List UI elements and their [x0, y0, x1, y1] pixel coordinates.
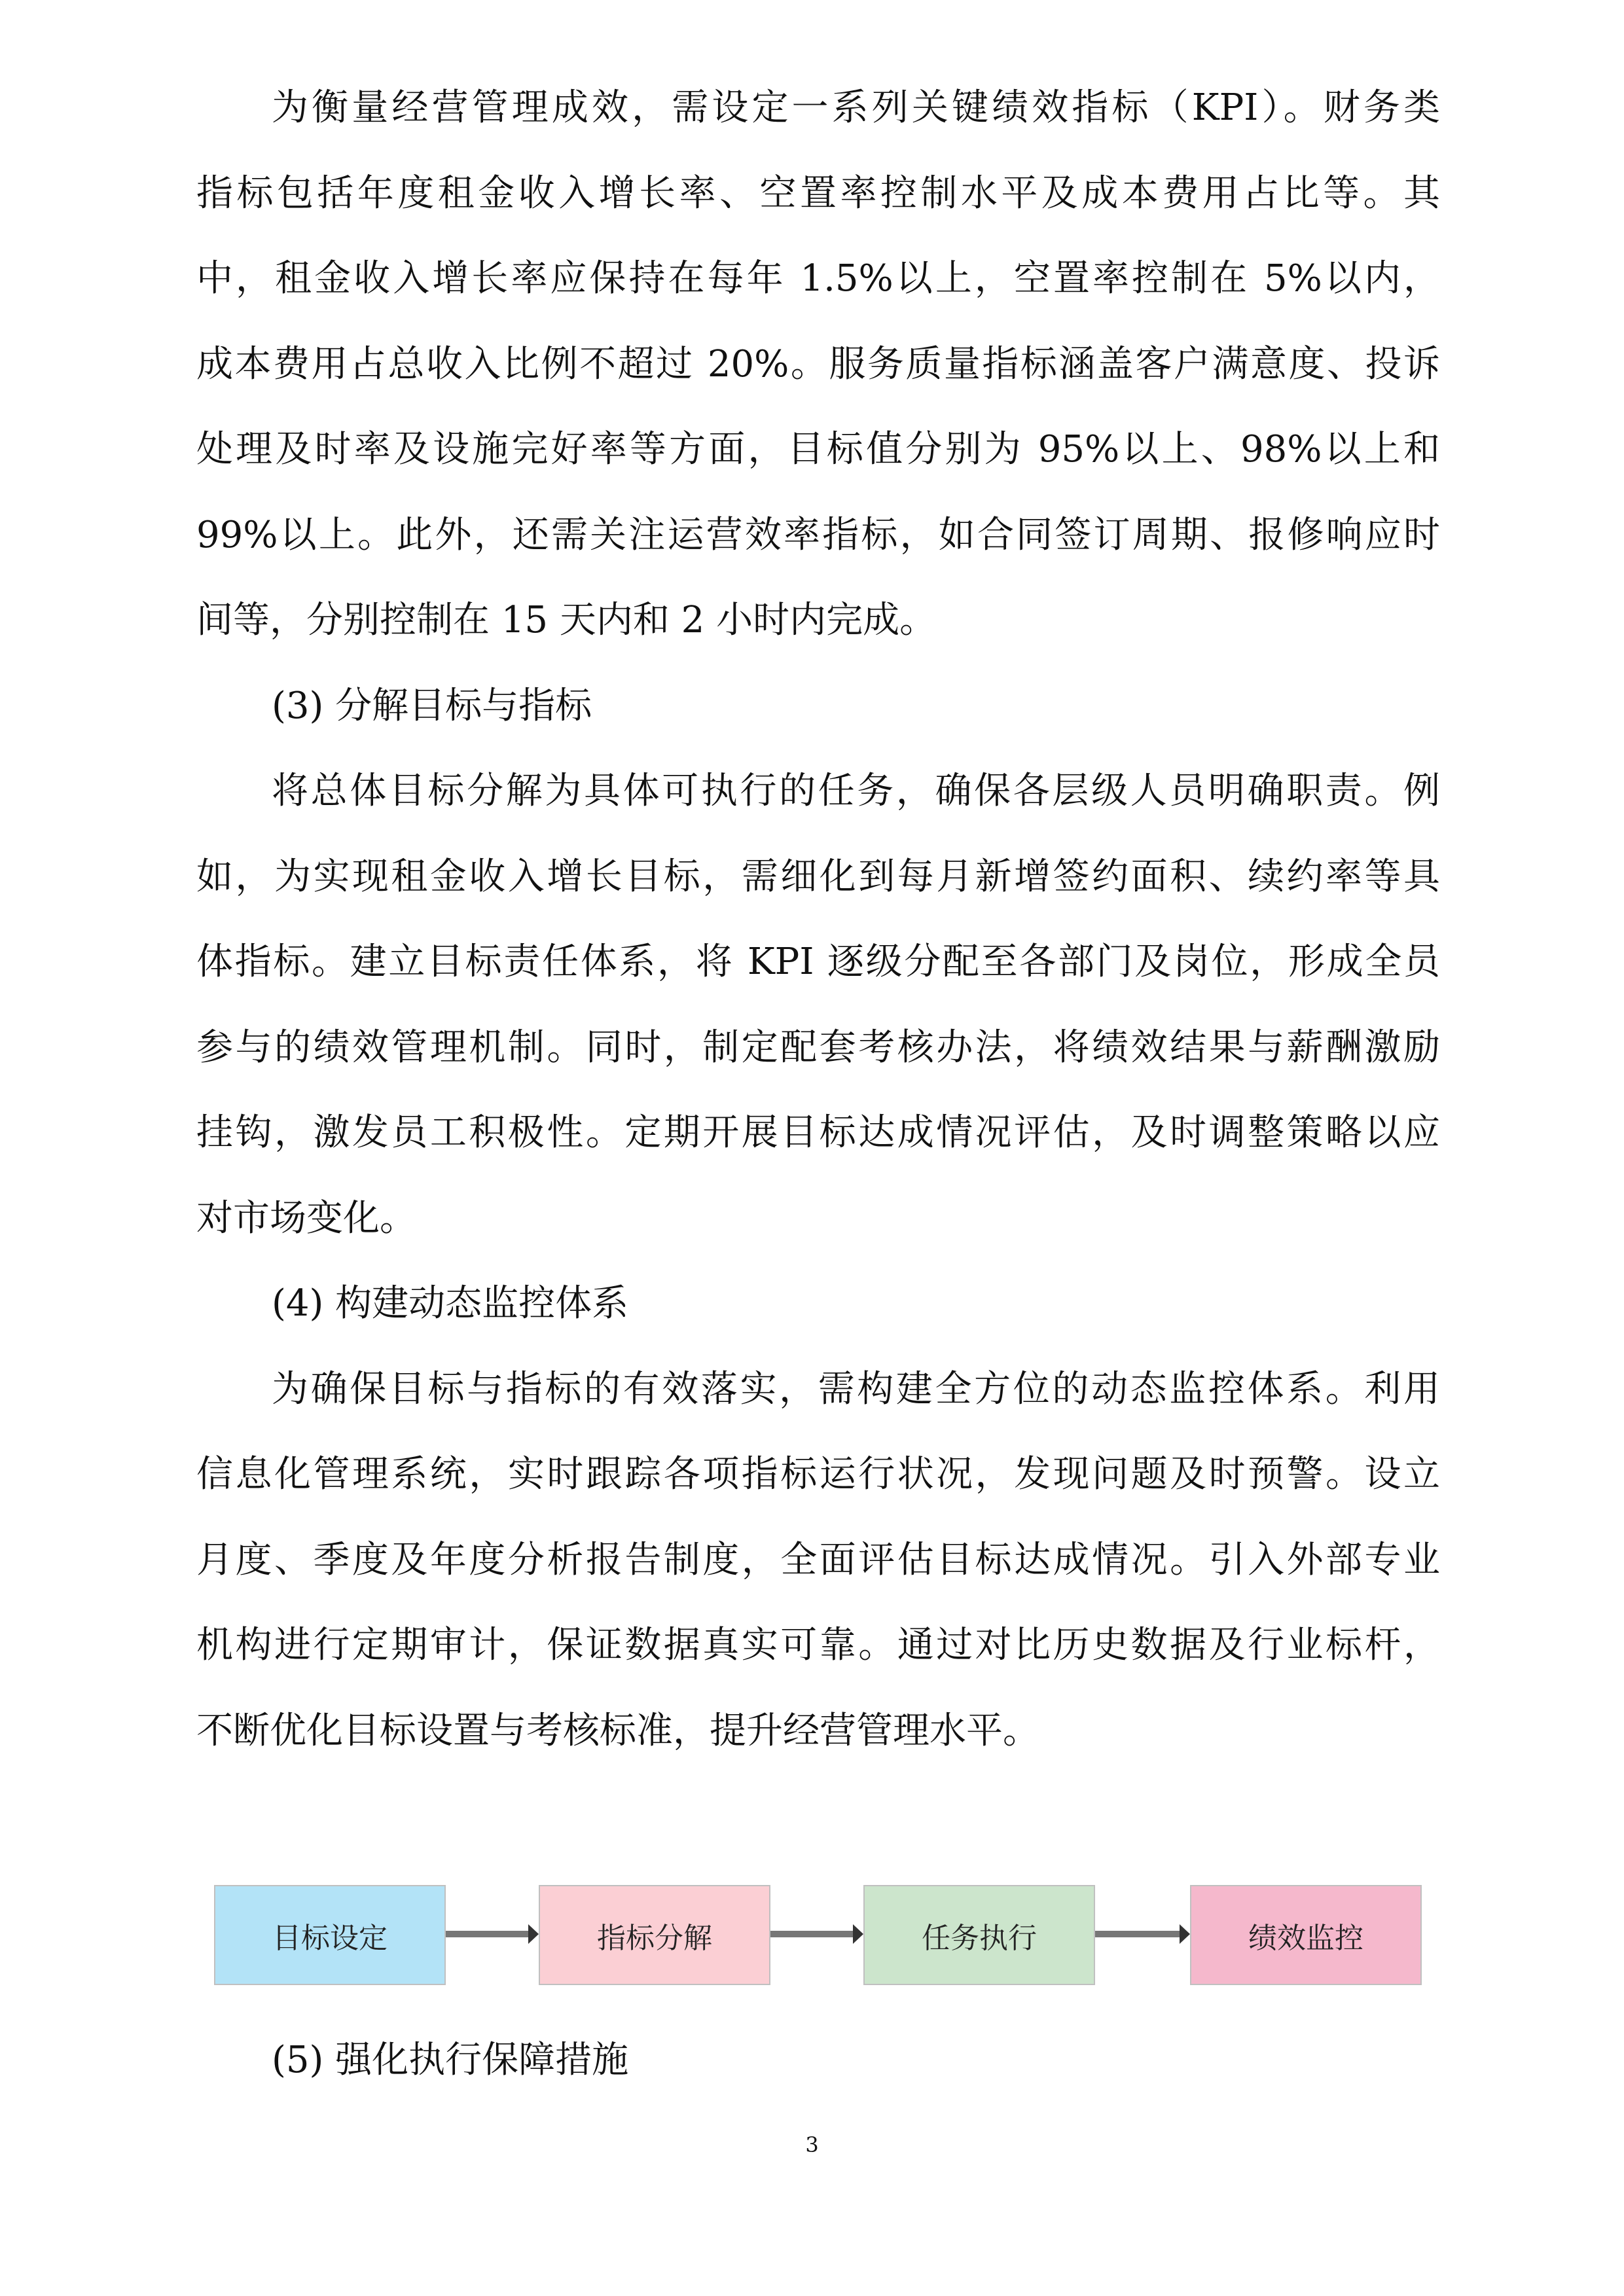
- text-line: 中，租金收入增长率应保持在每年 1.5%以上，空置率控制在 5%以内，: [196, 257, 1440, 300]
- flow-step-task-execution: 任务执行: [863, 1885, 1095, 1985]
- text-line: 信息化管理系统，实时跟踪各项指标运行状况，发现问题及时预警。设立: [196, 1453, 1440, 1496]
- flow-step-goal-setting: 目标设定: [214, 1885, 446, 1985]
- text-line: 体指标。建立目标责任体系，将 KPI 逐级分配至各部门及岗位，形成全员: [196, 941, 1440, 983]
- page-number: 3: [805, 2132, 819, 2157]
- arrow-icon: [446, 1931, 530, 1937]
- text-line: 为确保目标与指标的有效落实，需构建全方位的动态监控体系。利用: [272, 1367, 1440, 1410]
- section-heading-3: (3) 分解目标与指标: [272, 684, 592, 727]
- text-line: 成本费用占总收入比例不超过 20%。服务质量指标涵盖客户满意度、投诉: [196, 342, 1440, 386]
- text-line: 参与的绩效管理机制。同时，制定配套考核办法，将绩效结果与薪酬激励: [196, 1026, 1440, 1069]
- text-line: 为衡量经营管理成效，需设定一系列关键绩效指标（KPI）。财务类: [272, 86, 1440, 129]
- text-line: 机构进行定期审计，保证数据真实可靠。通过对比历史数据及行业标杆，: [196, 1624, 1440, 1666]
- arrow-icon: [1095, 1931, 1181, 1937]
- text-line: 月度、季度及年度分析报告制度，全面评估目标达成情况。引入外部专业: [196, 1538, 1440, 1581]
- body-text: [196, 65, 1440, 1774]
- flow-step-performance-monitoring: 绩效监控: [1190, 1885, 1422, 1985]
- text-line: 处理及时率及设施完好率等方面，目标值分别为 95%以上、98%以上和: [196, 428, 1440, 471]
- process-flow-diagram: [214, 1885, 1422, 1985]
- text-line: 将总体目标分解为具体可执行的任务，确保各层级人员明确职责。例: [272, 770, 1440, 812]
- text-line: 不断优化目标设置与考核标准，提升经营管理水平。: [196, 1709, 1039, 1752]
- text-line: 间等，分别控制在 15 天内和 2 小时内完成。: [196, 599, 937, 641]
- section-heading-4: (4) 构建动态监控体系: [272, 1282, 629, 1325]
- arrow-icon: [770, 1931, 854, 1937]
- text-line: 指标包括年度租金收入增长率、空置率控制水平及成本费用占比等。其: [196, 171, 1440, 215]
- section-heading-5: (5) 强化执行保障措施: [272, 2039, 629, 2081]
- text-line: 挂钩，激发员工积极性。定期开展目标达成情况评估，及时调整策略以应: [196, 1111, 1440, 1154]
- flow-step-indicator-decomposition: 指标分解: [539, 1885, 770, 1985]
- text-line: 对市场变化。: [196, 1196, 416, 1240]
- text-line: 如，为实现租金收入增长目标，需细化到每月新增签约面积、续约率等具: [196, 855, 1440, 898]
- text-line: 99%以上。此外，还需关注运营效率指标，如合同签订周期、报修响应时: [196, 513, 1440, 556]
